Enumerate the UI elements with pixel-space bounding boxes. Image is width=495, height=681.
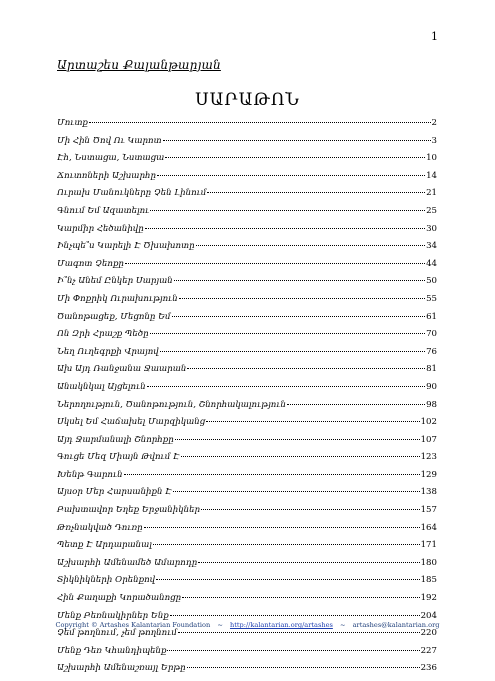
toc-dot-leader: [165, 157, 425, 158]
toc-entry-title: Էհ, Նստացա, Նստացա: [57, 153, 165, 164]
toc-entry-page: 21: [426, 188, 437, 199]
toc-dot-leader: [124, 474, 420, 475]
footer-email: artashes@kalantarian.org: [352, 621, 440, 629]
toc-dot-leader: [170, 615, 420, 616]
toc-entry-title: Մենք Դեռ Կհանդիպենք: [57, 645, 167, 656]
page-number: 1: [431, 30, 438, 43]
toc-dot-leader: [198, 562, 419, 563]
toc-entry-title: Նեղ Ուղեգրքի Վրայով: [57, 346, 159, 357]
toc-entry-title: Թռչնակված Դուռը: [57, 522, 143, 533]
toc-dot-leader: [160, 351, 425, 352]
toc-entry-title: Այդ Ջարմանալի Շնորհքը: [57, 434, 174, 445]
toc-entry-page: 220: [420, 628, 437, 639]
toc-dot-leader: [167, 650, 419, 651]
toc-dot-leader: [181, 456, 420, 457]
toc-entry[interactable]: [57, 241, 437, 259]
toc-entry-title: Մի Փոքրիկ Ուրախություն: [57, 293, 178, 304]
toc-entry-page: 204: [420, 610, 437, 621]
toc-entry[interactable]: [57, 435, 437, 453]
toc-entry-page: 192: [420, 593, 437, 604]
footer: [0, 621, 495, 629]
toc-entry-page: 34: [426, 241, 437, 252]
toc-entry[interactable]: [57, 188, 437, 206]
toc-entry-title: Ճուտոների Աշխարհը: [57, 170, 156, 181]
toc-entry-title: Սկսել Եմ Հաճախել Մարզիկանց: [57, 417, 206, 428]
toc-entry-page: 102: [420, 417, 437, 428]
toc-dot-leader: [187, 368, 425, 369]
toc-dot-leader: [156, 579, 420, 580]
toc-entry-page: 2: [431, 118, 437, 128]
toc-entry-page: 61: [426, 311, 437, 322]
toc-entry[interactable]: [57, 452, 437, 470]
toc-entry-page: 90: [426, 381, 437, 392]
toc-dot-leader: [182, 597, 419, 598]
toc-dot-leader: [144, 527, 420, 528]
toc-entry-page: 44: [426, 258, 437, 269]
toc-entry-title: Տիկնիկների Օրենքով: [57, 575, 156, 586]
toc-dot-leader: [157, 175, 425, 176]
toc-entry[interactable]: [57, 276, 437, 294]
toc-entry-title: Ուրախ Մանուկները Չեն Լինում: [57, 188, 207, 199]
toc-entry-page: 107: [420, 434, 437, 445]
toc-dot-leader: [147, 386, 425, 387]
toc-entry-page: 14: [426, 170, 437, 181]
toc-entry[interactable]: [57, 487, 437, 505]
toc-entry-title: Ախ Այդ Ռանջանա Ջաարան: [57, 364, 187, 375]
toc-dot-leader: [287, 404, 425, 405]
toc-dot-leader: [201, 509, 420, 510]
footer-separator: ~: [339, 621, 346, 629]
footer-website-link[interactable]: http://kalantarian.org/artashes: [229, 621, 333, 629]
toc-dot-leader: [179, 298, 425, 299]
toc-entry[interactable]: [57, 224, 437, 242]
toc-entry-title: Այսօր Մեր Հարսանիքն Է: [57, 487, 172, 498]
toc-entry-title: Ծանոթացեք, Մեցոնը Եմ: [57, 311, 171, 322]
toc-entry-title: Ի՞նչ Անեմ Ընկեր Սարյան: [57, 276, 173, 287]
toc-dot-leader: [163, 140, 431, 141]
toc-entry-title: Գնում Եմ Ազատելու: [57, 205, 150, 216]
toc-entry-page: 171: [420, 540, 437, 551]
footer-copyright: Copyright © Artashes Kalantarian Foundation: [55, 621, 211, 629]
toc-entry-title: Կարմիր Հեծանիվը: [57, 223, 144, 234]
toc-entry[interactable]: [57, 171, 437, 189]
toc-entry-title: Գուցե Մեզ Միայն Թվում Է: [57, 452, 180, 463]
toc-entry[interactable]: [57, 575, 437, 593]
toc-entry[interactable]: [57, 523, 437, 541]
author-name: Արտաշես Քալանթարյան: [57, 58, 221, 72]
toc-entry[interactable]: [57, 663, 437, 681]
toc-dot-leader: [153, 544, 420, 545]
toc-entry-page: 55: [426, 293, 437, 304]
toc-entry-page: 81: [426, 364, 437, 375]
toc-entry-page: 129: [420, 469, 437, 480]
toc-entry-page: 10: [426, 153, 437, 164]
toc-entry-page: 236: [420, 663, 437, 674]
toc-entry-title: Չեմ թողնում, չեմ թողնում: [57, 628, 177, 639]
toc-entry-title: Խենթ Գարուն: [57, 469, 123, 480]
toc-entry-page: 30: [426, 223, 437, 234]
toc-entry-title: Բախտավոր Եղեք Երջանիկներ: [57, 505, 201, 516]
table-of-contents: [57, 118, 437, 681]
toc-entry-title: Աշխարհի Ամենաշռայլ Երթը: [57, 663, 186, 674]
toc-entry[interactable]: [57, 470, 437, 488]
toc-entry[interactable]: [57, 646, 437, 664]
toc-entry-page: 70: [426, 329, 437, 340]
toc-entry-page: 185: [420, 575, 437, 586]
toc-entry-title: Ինչպե՞ս Կարելի Է Ծխախոտը: [57, 241, 195, 252]
page-title: ՍԱՐԱԹՈՆ: [195, 90, 300, 110]
toc-dot-leader: [178, 632, 420, 633]
toc-entry-page: 123: [420, 452, 437, 463]
toc-entry[interactable]: [57, 382, 437, 400]
toc-entry-page: 157: [420, 505, 437, 516]
toc-dot-leader: [150, 210, 425, 211]
toc-entry[interactable]: [57, 628, 437, 646]
toc-entry-title: Աշխարհի Ամենամեծ Ամարոդը: [57, 557, 198, 568]
toc-dot-leader: [172, 316, 425, 317]
toc-entry[interactable]: [57, 136, 437, 154]
toc-entry[interactable]: [57, 329, 437, 347]
toc-dot-leader: [173, 491, 420, 492]
toc-entry-title: Մի Հին Ծով Ու Կարոտ: [57, 135, 162, 146]
toc-dot-leader: [89, 122, 431, 123]
toc-dot-leader: [174, 280, 425, 281]
toc-entry-page: 180: [420, 557, 437, 568]
toc-entry[interactable]: [57, 294, 437, 312]
toc-dot-leader: [206, 421, 419, 422]
toc-entry-page: 76: [426, 346, 437, 357]
footer-separator: ~: [217, 621, 223, 629]
toc-entry[interactable]: [57, 312, 437, 330]
toc-entry-title: Անակնկալ Այցելուն: [57, 381, 146, 392]
toc-entry[interactable]: [57, 118, 437, 136]
toc-entry[interactable]: [57, 347, 437, 365]
toc-dot-leader: [207, 192, 425, 193]
toc-entry-page: 50: [426, 276, 437, 287]
toc-dot-leader: [125, 263, 425, 264]
toc-entry[interactable]: [57, 153, 437, 171]
toc-entry-page: 25: [426, 205, 437, 216]
toc-entry[interactable]: [57, 540, 437, 558]
toc-entry-page: 164: [420, 522, 437, 533]
toc-dot-leader: [196, 245, 426, 246]
toc-entry-title: Մագոտ Չեոքը: [57, 258, 124, 269]
toc-entry[interactable]: [57, 593, 437, 611]
toc-entry-page: 98: [426, 399, 437, 410]
toc-entry[interactable]: [57, 558, 437, 576]
toc-entry[interactable]: [57, 400, 437, 418]
toc-entry[interactable]: [57, 206, 437, 224]
toc-entry[interactable]: [57, 364, 437, 382]
toc-entry-title: Հին Քաղաքի Կորածանոցը: [57, 593, 182, 604]
toc-entry-title: Մենք Բեռնակիրներ Ենք: [57, 610, 169, 621]
toc-entry-page: 227: [420, 645, 437, 656]
toc-entry-title: Մուտք: [57, 118, 88, 128]
toc-dot-leader: [145, 228, 425, 229]
toc-entry[interactable]: [57, 259, 437, 277]
toc-dot-leader: [175, 439, 420, 440]
toc-entry[interactable]: [57, 417, 437, 435]
toc-entry-page: 138: [420, 487, 437, 498]
toc-entry-title: Պետք Է Արդարանալ: [57, 540, 152, 551]
toc-entry[interactable]: [57, 505, 437, 523]
toc-entry-title: Ոն Զրի Հրաշք Պեծը: [57, 329, 149, 340]
toc-entry-title: Ներողություն, Ծանոթություն, Շնորհակալություն: [57, 399, 286, 410]
toc-dot-leader: [150, 333, 426, 334]
toc-dot-leader: [187, 667, 420, 668]
toc-entry-page: 3: [431, 135, 437, 146]
